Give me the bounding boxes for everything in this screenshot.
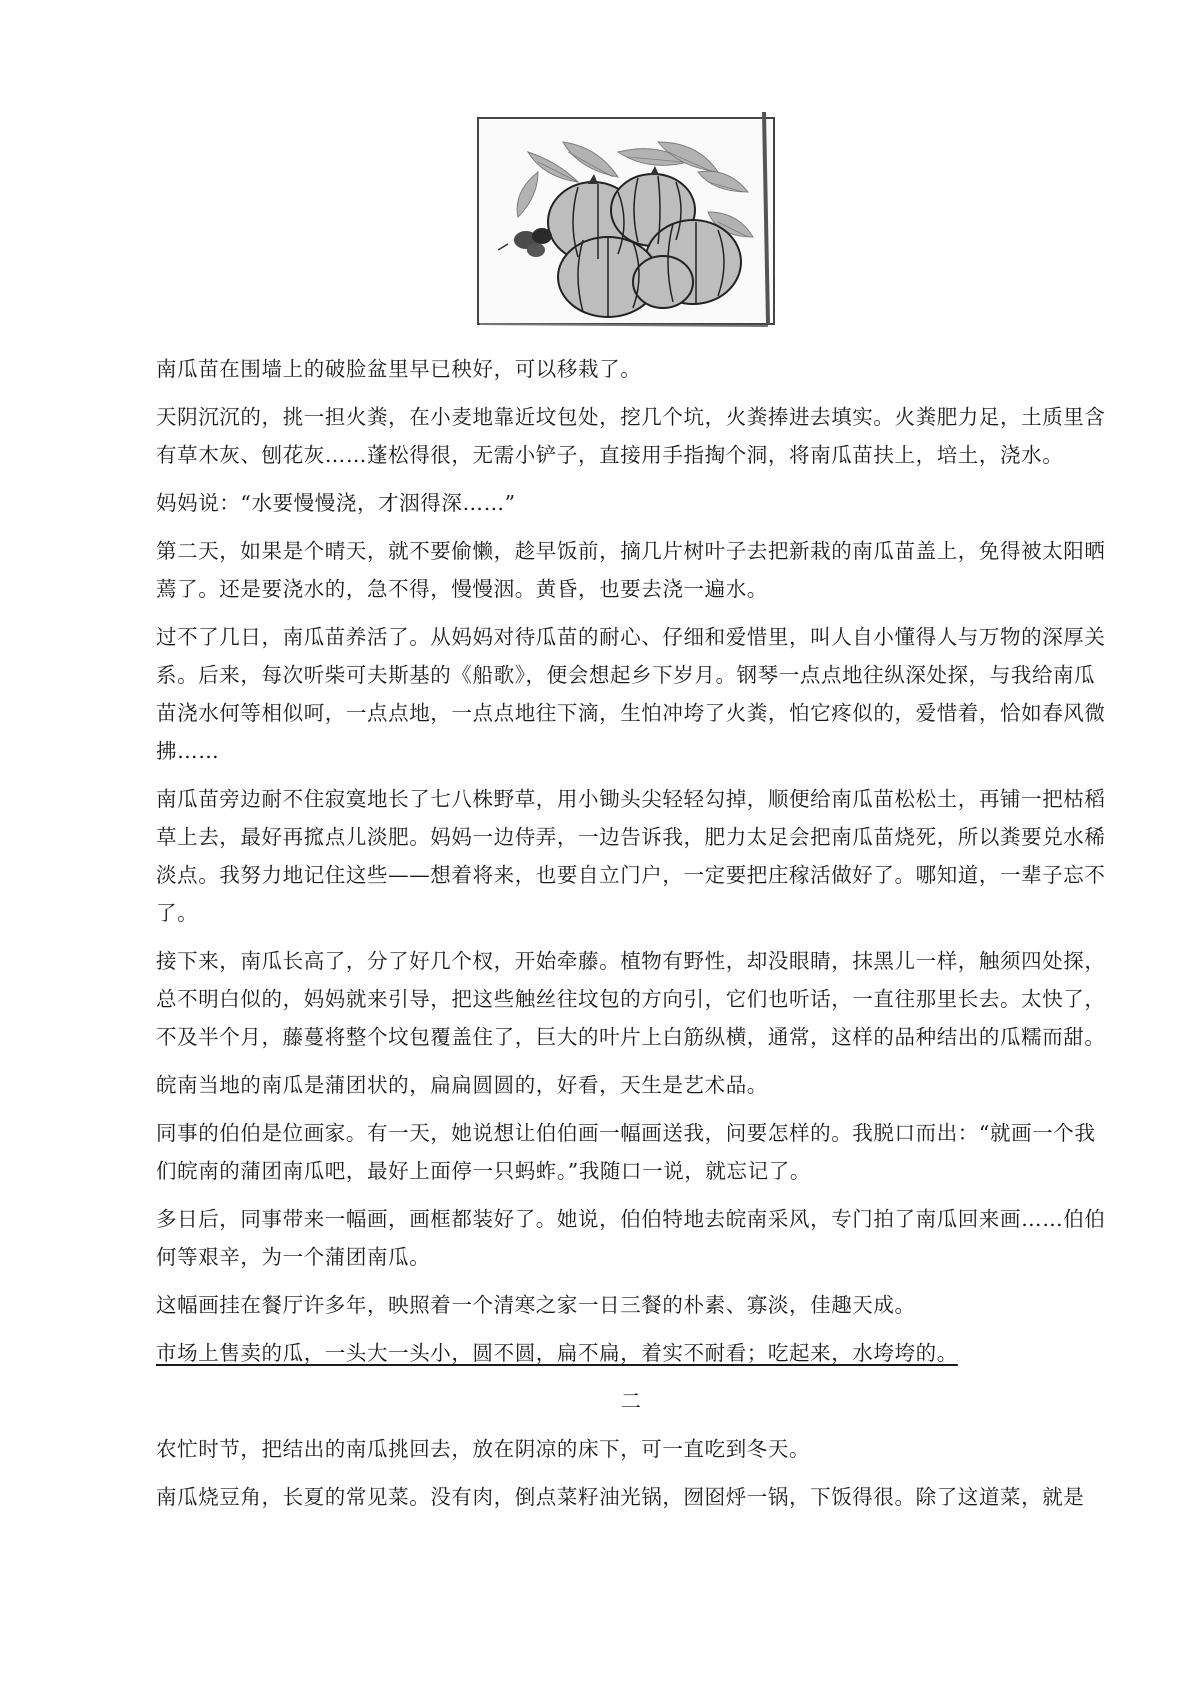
paragraph: 南瓜苗在围墙上的破脸盆里早已秧好，可以移栽了。 [156,357,642,381]
paragraph: 妈妈说：“水要慢慢浇，才洇得深……” [156,491,516,515]
article-body [156,350,1106,1526]
paragraph: 同事的伯伯是位画家。有一天，她说想让伯伯画一幅画送我，问要怎样的。我脱口而出：“就画一个我们皖南的蒲团南瓜吧，最好上面停一只蚂蚱。”我随口一说，就忘记了。 [156,1121,1096,1183]
paragraph: 这幅画挂在餐厅许多年，映照着一个清寒之家一日三餐的朴素、寡淡，佳趣天成。 [156,1293,916,1317]
pumpkin-ink-painting-icon [468,112,786,330]
paragraph: 南瓜苗旁边耐不住寂寞地长了七八株野草，用小锄头尖轻轻勾掉，顺便给南瓜苗松松土，再铺一把枯稻草上去，最好再搲点儿淡肥。妈妈一边侍弄，一边告诉我，肥力太足会把南瓜苗烧死，所以粪要兑水稀淡点。我努力地记住这些——想着将来，也要自立门户，一定要把庄稼活做好了。哪知道，一辈子忘不了。 [156,787,1106,925]
underlined-paragraph: 市场上售卖的瓜，一头大一头小，圆不圆，扁不扁，着实不耐看；吃起来，水垮垮的。 [156,1341,958,1365]
paragraph: 南瓜烧豆角，长夏的常见菜。没有肉，倒点菜籽油光锅，囫囵烀一锅，下饭得很。除了这道菜，就是 [156,1485,1085,1509]
paragraph: 过不了几日，南瓜苗养活了。从妈妈对待瓜苗的耐心、仔细和爱惜里，叫人自小懂得人与万物的深厚关系。后来，每次听柴可夫斯基的《船歌》，便会想起乡下岁月。钢琴一点点地往纵深处探，与我给南瓜苗浇水何等相似呵，一点点地，一点点地往下滴，生怕冲垮了火粪，怕它疼似的，爱惜着，恰如春风微拂…… [156,625,1106,763]
paragraph: 天阴沉沉的，挑一担火粪，在小麦地靠近坟包处，挖几个坑，火粪捧进去填实。火粪肥力足，土质里含有草木灰、刨花灰……蓬松得很，无需小铲子，直接用手指掏个洞，将南瓜苗扶上，培土，浇水。 [156,405,1106,467]
paragraph: 接下来，南瓜长高了，分了好几个杈，开始牵藤。植物有野性，却没眼睛，抹黑儿一样，触须四处探，总不明白似的，妈妈就来引导，把这些触丝往坟包的方向引，它们也听话，一直往那里长去。太快了，不及半个月，藤蔓将整个坟包覆盖住了，巨大的叶片上白筋纵横，通常，这样的品种结出的瓜糯而甜。 [156,949,1106,1049]
section-number: 二 [620,1389,642,1413]
paragraph: 皖南当地的南瓜是蒲团状的，扁扁圆圆的，好看，天生是艺术品。 [156,1073,768,1097]
paragraph: 第二天，如果是个晴天，就不要偷懒，趁早饭前，摘几片树叶子去把新栽的南瓜苗盖上，免得被太阳晒蔫了。还是要浇水的，急不得，慢慢洇。黄昏，也要去浇一遍水。 [156,539,1106,601]
paragraph: 农忙时节，把结出的南瓜挑回去，放在阴凉的床下，可一直吃到冬天。 [156,1437,811,1461]
pumpkin-illustration [468,112,786,330]
paragraph: 多日后，同事带来一幅画，画框都装好了。她说，伯伯特地去皖南采风，专门拍了南瓜回来画……伯伯何等艰辛，为一个蒲团南瓜。 [156,1207,1106,1269]
